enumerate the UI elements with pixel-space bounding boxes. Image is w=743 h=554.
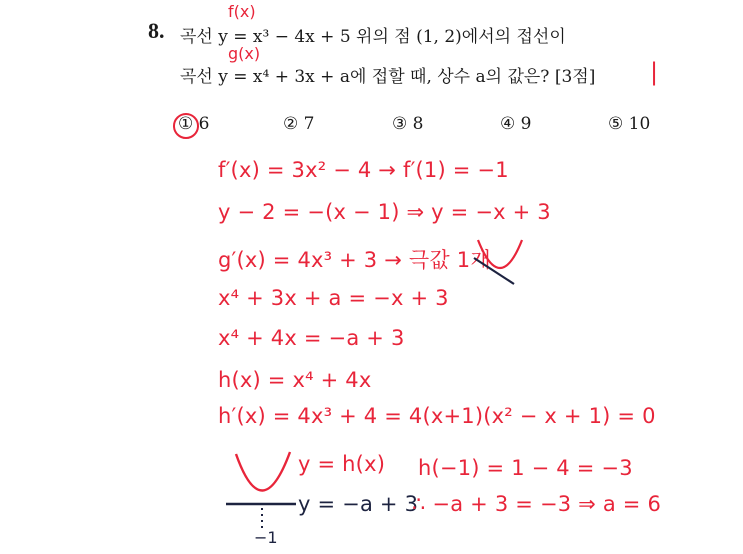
tangent-sketch-small	[474, 258, 514, 284]
work-line-5: x⁴ + 4x = −a + 3	[218, 326, 405, 350]
curve-label: y = h(x)	[298, 452, 386, 476]
annotation-f-label: f(x)	[228, 2, 256, 21]
work-line-6: h(x) = x⁴ + 4x	[218, 368, 372, 392]
line-label: y = −a + 3	[298, 492, 419, 516]
tick-label: −1	[254, 528, 278, 547]
work-line-4: x⁴ + 3x + a = −x + 3	[218, 286, 449, 310]
work-line-1: f′(x) = 3x² − 4 → f′(1) = −1	[218, 158, 509, 182]
question-number: 8.	[148, 18, 165, 43]
choice-4[interactable]: ④ 9	[500, 114, 532, 134]
choice-1[interactable]: ① 6	[178, 114, 210, 134]
annotation-g-label: g(x)	[228, 44, 261, 63]
work-line-3: g′(x) = 4x³ + 3 → 극값 1개	[218, 248, 491, 272]
choice-2[interactable]: ② 7	[283, 114, 315, 134]
choice-3[interactable]: ③ 8	[392, 114, 424, 134]
annotation-mark: |	[650, 58, 659, 86]
choice-5[interactable]: ⑤ 10	[608, 114, 651, 134]
question-line-2: 곡선 y = x⁴ + 3x + a에 접할 때, 상수 a의 값은? [3점]	[180, 67, 596, 87]
result-line-2: ∴ −a + 3 = −3 ⇒ a = 6	[412, 492, 662, 516]
parabola-sketch-large	[236, 452, 290, 491]
work-line-2: y − 2 = −(x − 1) ⇒ y = −x + 3	[218, 200, 551, 224]
question-line-1: 곡선 y = x³ − 4x + 5 위의 점 (1, 2)에서의 접선이	[180, 27, 566, 47]
result-line-1: h(−1) = 1 − 4 = −3	[418, 456, 633, 480]
choice-1-circle	[174, 114, 198, 138]
work-line-7: h′(x) = 4x³ + 4 = 4(x+1)(x² − x + 1) = 0	[218, 404, 656, 428]
